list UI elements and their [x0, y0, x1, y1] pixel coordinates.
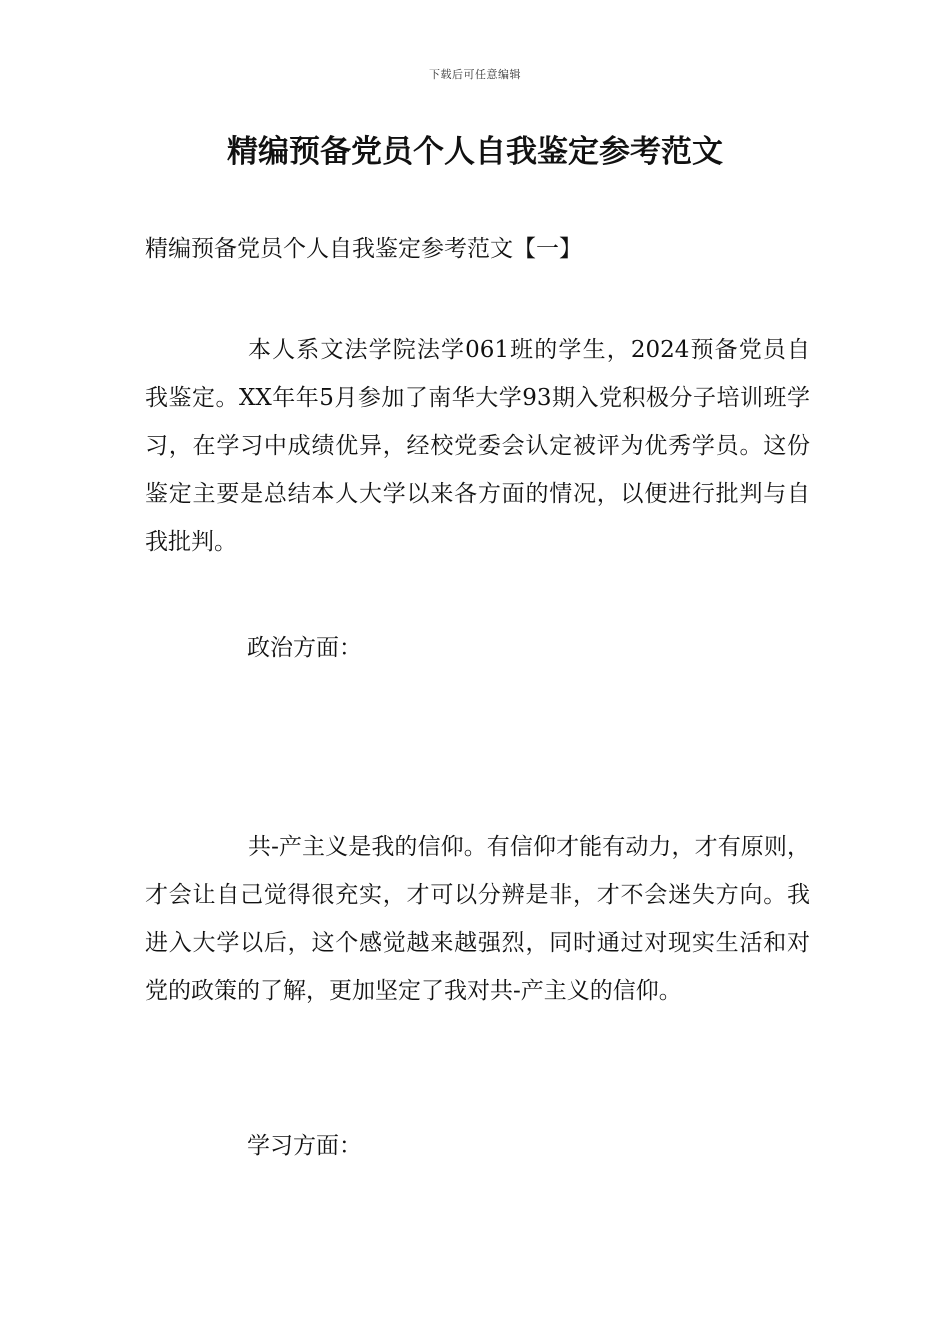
section-heading-study: 学习方面： — [247, 1133, 362, 1159]
document-title: 精编预备党员个人自我鉴定参考范文 — [227, 134, 723, 170]
section-heading-politics: 政治方面： — [247, 635, 362, 661]
document-subtitle: 精编预备党员个人自我鉴定参考范文【一】 — [145, 236, 582, 262]
header-note: 下载后可任意编辑 — [429, 68, 521, 81]
paragraph-politics: 共-产主义是我的信仰。有信仰才能有动力，才有原则，才会让自己觉得很充实，才可以分辨是非，才不会迷失方向。我进入大学以后，这个感觉越来越强烈，同时通过对现实生活和对党的政策的了解，更加坚定了我对共-产主义的信仰。 — [145, 834, 810, 1004]
paragraph-intro: 本人系文法学院法学061班的学生，2024预备党员自我鉴定。XX年年5月参加了南华大学93期入党积极分子培训班学习，在学习中成绩优异，经校党委会认定被评为优秀学员。这份鉴定主要是总结本人大学以来各方面的情况，以便进行批判与自我批判。 — [145, 337, 810, 555]
